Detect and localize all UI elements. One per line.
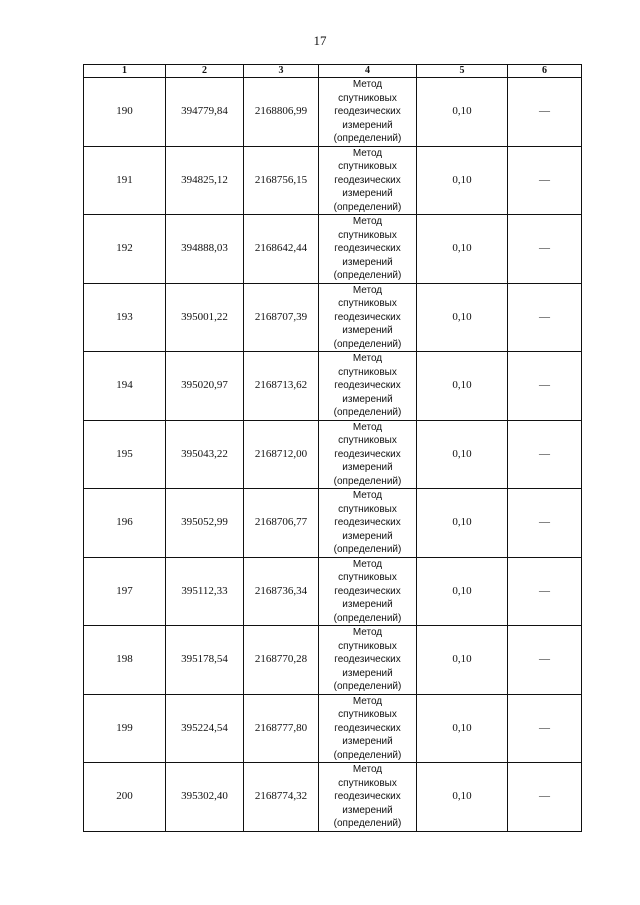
table-row xyxy=(84,78,582,147)
y-coordinate-cell: 2168707,39 xyxy=(244,283,319,352)
method-line: измерений xyxy=(342,667,393,679)
y-coordinate-cell: 2168642,44 xyxy=(244,215,319,284)
method-line: спутниковых xyxy=(338,92,397,104)
method-line: (определений) xyxy=(333,544,402,555)
method-line: измерений xyxy=(342,462,393,473)
method-line: Метод xyxy=(352,284,383,296)
method-line: Метод xyxy=(352,421,383,433)
method-line: Метод xyxy=(352,558,383,570)
method-cell xyxy=(319,763,417,832)
accuracy-cell: 0,10 xyxy=(417,763,508,832)
method-line: Метод xyxy=(352,216,383,227)
method-line: Метод xyxy=(352,695,383,707)
table-row xyxy=(84,146,582,215)
method-line: спутниковых xyxy=(338,777,397,789)
method-line: геодезических xyxy=(334,311,401,323)
point-number-cell: 199 xyxy=(84,694,166,763)
x-coordinate-cell: 395112,33 xyxy=(166,557,244,626)
method-line: геодезических xyxy=(334,243,401,254)
note-cell: — xyxy=(508,763,582,832)
method-line: (определений) xyxy=(333,749,402,761)
point-number-cell: 196 xyxy=(84,489,166,558)
method-cell xyxy=(319,352,417,421)
column-header-4: 4 xyxy=(319,65,417,78)
x-coordinate-cell: 394888,03 xyxy=(166,215,244,284)
method-line: Метод xyxy=(352,627,383,638)
x-coordinate-cell: 395043,22 xyxy=(166,420,244,489)
point-number-cell: 194 xyxy=(84,352,166,421)
method-cell xyxy=(319,557,417,626)
x-coordinate-cell: 395052,99 xyxy=(166,489,244,558)
note-cell: — xyxy=(508,78,582,147)
y-coordinate-cell: 2168774,32 xyxy=(244,763,319,832)
method-line: спутниковых xyxy=(338,366,397,378)
method-line: спутниковых xyxy=(338,709,397,720)
method-line: измерений xyxy=(342,736,393,747)
point-number-cell: 197 xyxy=(84,557,166,626)
note-cell: — xyxy=(508,146,582,215)
x-coordinate-cell: 395302,40 xyxy=(166,763,244,832)
x-coordinate-cell: 394779,84 xyxy=(166,78,244,147)
method-line: (определений) xyxy=(333,133,402,144)
table-row xyxy=(84,626,582,695)
x-coordinate-cell: 395001,22 xyxy=(166,283,244,352)
method-line: (определений) xyxy=(333,475,402,487)
table-header-row xyxy=(84,65,582,78)
table-row xyxy=(84,420,582,489)
method-cell xyxy=(319,694,417,763)
method-line: геодезических xyxy=(334,448,401,460)
accuracy-cell: 0,10 xyxy=(417,352,508,421)
x-coordinate-cell: 395020,97 xyxy=(166,352,244,421)
method-line: геодезических xyxy=(334,722,401,734)
method-line: геодезических xyxy=(334,106,401,117)
method-cell xyxy=(319,626,417,695)
method-line: спутниковых xyxy=(338,572,397,583)
method-line: (определений) xyxy=(333,681,402,692)
method-line: (определений) xyxy=(333,407,402,418)
method-line: измерений xyxy=(342,530,393,542)
column-header-3: 3 xyxy=(244,65,319,78)
method-line: геодезических xyxy=(334,380,401,391)
method-line: (определений) xyxy=(333,612,402,624)
method-line: (определений) xyxy=(333,338,402,350)
method-cell xyxy=(319,489,417,558)
accuracy-cell: 0,10 xyxy=(417,146,508,215)
note-cell: — xyxy=(508,626,582,695)
method-line: измерений xyxy=(342,119,393,131)
point-number-cell: 191 xyxy=(84,146,166,215)
table-row xyxy=(84,694,582,763)
method-line: геодезических xyxy=(334,517,401,528)
accuracy-cell: 0,10 xyxy=(417,420,508,489)
y-coordinate-cell: 2168777,80 xyxy=(244,694,319,763)
accuracy-cell: 0,10 xyxy=(417,626,508,695)
y-coordinate-cell: 2168736,34 xyxy=(244,557,319,626)
note-cell: — xyxy=(508,215,582,284)
method-line: измерений xyxy=(342,393,393,405)
note-cell: — xyxy=(508,352,582,421)
method-line: спутниковых xyxy=(338,229,397,241)
method-line: Метод xyxy=(352,490,383,501)
method-line: спутниковых xyxy=(338,298,397,309)
method-line: измерений xyxy=(342,256,393,268)
method-line: Метод xyxy=(352,79,383,90)
method-line: измерений xyxy=(342,804,393,816)
column-header-1: 1 xyxy=(84,65,166,78)
method-cell xyxy=(319,146,417,215)
x-coordinate-cell: 395224,54 xyxy=(166,694,244,763)
table-row xyxy=(84,215,582,284)
accuracy-cell: 0,10 xyxy=(417,694,508,763)
accuracy-cell: 0,10 xyxy=(417,215,508,284)
method-cell xyxy=(319,215,417,284)
y-coordinate-cell: 2168806,99 xyxy=(244,78,319,147)
method-cell xyxy=(319,420,417,489)
table-row xyxy=(84,489,582,558)
y-coordinate-cell: 2168712,00 xyxy=(244,420,319,489)
point-number-cell: 198 xyxy=(84,626,166,695)
page-number: 17 xyxy=(313,33,327,48)
method-line: (определений) xyxy=(333,201,402,213)
x-coordinate-cell: 394825,12 xyxy=(166,146,244,215)
accuracy-cell: 0,10 xyxy=(417,489,508,558)
method-line: геодезических xyxy=(334,174,401,186)
accuracy-cell: 0,10 xyxy=(417,78,508,147)
y-coordinate-cell: 2168706,77 xyxy=(244,489,319,558)
accuracy-cell: 0,10 xyxy=(417,557,508,626)
method-line: спутниковых xyxy=(338,435,397,446)
point-number-cell: 195 xyxy=(84,420,166,489)
point-number-cell: 193 xyxy=(84,283,166,352)
y-coordinate-cell: 2168770,28 xyxy=(244,626,319,695)
method-line: измерений xyxy=(342,188,393,199)
point-number-cell: 200 xyxy=(84,763,166,832)
table-body xyxy=(84,78,582,832)
note-cell: — xyxy=(508,489,582,558)
point-number-cell: 192 xyxy=(84,215,166,284)
method-line: геодезических xyxy=(334,585,401,597)
table-row xyxy=(84,283,582,352)
method-line: измерений xyxy=(342,325,393,336)
method-line: (определений) xyxy=(333,270,402,281)
method-line: Метод xyxy=(352,764,383,775)
table-row xyxy=(84,763,582,832)
method-cell xyxy=(319,78,417,147)
method-line: спутниковых xyxy=(338,640,397,652)
column-header-2: 2 xyxy=(166,65,244,78)
method-line: геодезических xyxy=(334,654,401,665)
note-cell: — xyxy=(508,694,582,763)
coordinates-table xyxy=(83,64,582,832)
column-header-6: 6 xyxy=(508,65,582,78)
note-cell: — xyxy=(508,283,582,352)
accuracy-cell: 0,10 xyxy=(417,283,508,352)
method-line: Метод xyxy=(352,353,383,364)
y-coordinate-cell: 2168713,62 xyxy=(244,352,319,421)
y-coordinate-cell: 2168756,15 xyxy=(244,146,319,215)
note-cell: — xyxy=(508,420,582,489)
method-cell xyxy=(319,283,417,352)
method-line: спутниковых xyxy=(338,161,397,172)
method-line: Метод xyxy=(352,147,383,159)
x-coordinate-cell: 395178,54 xyxy=(166,626,244,695)
column-header-5: 5 xyxy=(417,65,508,78)
method-line: (определений) xyxy=(333,818,402,829)
table-row xyxy=(84,557,582,626)
point-number-cell: 190 xyxy=(84,78,166,147)
method-line: геодезических xyxy=(334,791,401,802)
table-row xyxy=(84,352,582,421)
note-cell: — xyxy=(508,557,582,626)
method-line: измерений xyxy=(342,599,393,610)
method-line: спутниковых xyxy=(338,503,397,515)
